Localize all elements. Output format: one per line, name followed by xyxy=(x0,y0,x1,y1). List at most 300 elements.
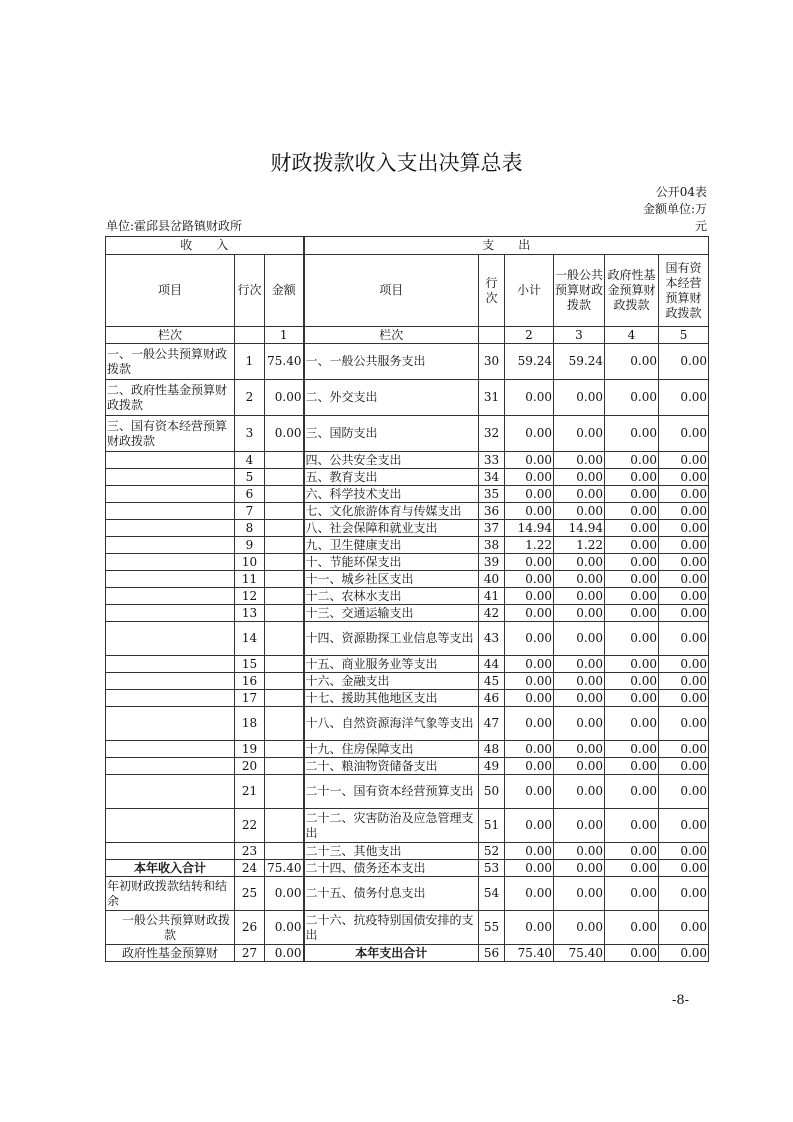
expense-item: 八、社会保障和就业支出 xyxy=(304,520,479,537)
table-row xyxy=(106,775,709,809)
income-row-no: 26 xyxy=(235,911,265,945)
income-item: 年初财政拨款结转和结余 xyxy=(106,877,235,911)
state-capital-value: 0.00 xyxy=(659,775,709,809)
fund-budget-value: 0.00 xyxy=(605,775,659,809)
income-amount xyxy=(265,503,304,520)
income-row-no: 1 xyxy=(235,344,265,380)
expense-row-no: 50 xyxy=(479,775,505,809)
subtotal-value: 0.00 xyxy=(505,877,554,911)
expense-row-no: 39 xyxy=(479,554,505,571)
general-budget-value: 59.24 xyxy=(554,344,605,380)
subtotal-value: 1.22 xyxy=(505,537,554,554)
expense-item: 二十六、抗疫特别国债安排的支出 xyxy=(304,911,479,945)
fund-budget-value: 0.00 xyxy=(605,945,659,962)
income-amount xyxy=(265,758,304,775)
subtotal-value: 0.00 xyxy=(505,809,554,843)
income-row-no: 4 xyxy=(235,452,265,469)
col-subtotal: 小计 xyxy=(505,255,554,327)
expense-item: 二十四、债务还本支出 xyxy=(304,860,479,877)
income-row-no: 12 xyxy=(235,588,265,605)
subtotal-value: 0.00 xyxy=(505,469,554,486)
fund-budget-value: 0.00 xyxy=(605,656,659,673)
income-item xyxy=(106,605,235,622)
subtotal-value: 59.24 xyxy=(505,344,554,380)
income-row-no: 18 xyxy=(235,707,265,741)
index-label-left: 栏次 xyxy=(106,327,235,344)
expense-row-no: 55 xyxy=(479,911,505,945)
income-amount xyxy=(265,605,304,622)
fund-budget-value: 0.00 xyxy=(605,416,659,452)
income-amount xyxy=(265,775,304,809)
income-amount xyxy=(265,690,304,707)
subtotal-value: 0.00 xyxy=(505,860,554,877)
expense-row-no: 38 xyxy=(479,537,505,554)
expense-item: 二十二、灾害防治及应急管理支出 xyxy=(304,809,479,843)
state-capital-value: 0.00 xyxy=(659,809,709,843)
income-row-no: 23 xyxy=(235,843,265,860)
state-capital-value: 0.00 xyxy=(659,588,709,605)
income-row-no: 27 xyxy=(235,945,265,962)
table-row xyxy=(106,588,709,605)
col-fund-budget: 政府性基金预算财政拨款 xyxy=(605,255,659,327)
income-row-no: 14 xyxy=(235,622,265,656)
income-item xyxy=(106,622,235,656)
expense-row-no: 34 xyxy=(479,469,505,486)
column-index-row xyxy=(106,327,709,344)
fund-budget-value: 0.00 xyxy=(605,380,659,416)
income-item xyxy=(106,537,235,554)
income-item xyxy=(106,741,235,758)
fund-budget-value: 0.00 xyxy=(605,588,659,605)
expense-row-no: 37 xyxy=(479,520,505,537)
state-capital-value: 0.00 xyxy=(659,690,709,707)
income-item xyxy=(106,843,235,860)
expense-row-no: 48 xyxy=(479,741,505,758)
subtotal-value: 75.40 xyxy=(505,945,554,962)
col-income-item: 项目 xyxy=(106,255,235,327)
fund-budget-value: 0.00 xyxy=(605,843,659,860)
general-budget-value: 0.00 xyxy=(554,469,605,486)
income-item xyxy=(106,554,235,571)
fund-budget-value: 0.00 xyxy=(605,809,659,843)
subtotal-value: 0.00 xyxy=(505,758,554,775)
general-budget-value: 0.00 xyxy=(554,554,605,571)
subtotal-value: 0.00 xyxy=(505,554,554,571)
col-income-amount: 金额 xyxy=(265,255,304,327)
amount-unit: 金额单位:万 xyxy=(642,202,707,216)
general-budget-value: 0.00 xyxy=(554,380,605,416)
index-general: 3 xyxy=(554,327,605,344)
income-item xyxy=(106,452,235,469)
expense-item: 本年支出合计 xyxy=(304,945,479,962)
expense-item: 十七、援助其他地区支出 xyxy=(304,690,479,707)
state-capital-value: 0.00 xyxy=(659,860,709,877)
state-capital-value: 0.00 xyxy=(659,758,709,775)
table-row xyxy=(106,656,709,673)
fund-budget-value: 0.00 xyxy=(605,554,659,571)
general-budget-value: 14.94 xyxy=(554,520,605,537)
reporting-unit: 单位:霍邱县岔路镇财政所 xyxy=(106,219,243,233)
income-row-no: 17 xyxy=(235,690,265,707)
subtotal-value: 0.00 xyxy=(505,656,554,673)
income-amount: 0.00 xyxy=(265,911,304,945)
income-amount xyxy=(265,809,304,843)
income-row-no: 3 xyxy=(235,416,265,452)
income-row-no: 6 xyxy=(235,486,265,503)
fund-budget-value: 0.00 xyxy=(605,571,659,588)
expense-item: 十三、交通运输支出 xyxy=(304,605,479,622)
fund-budget-value: 0.00 xyxy=(605,877,659,911)
expense-item: 十六、金融支出 xyxy=(304,673,479,690)
table-row xyxy=(106,344,709,380)
expense-item: 一、一般公共服务支出 xyxy=(304,344,479,380)
expense-item: 二十一、国有资本经营预算支出 xyxy=(304,775,479,809)
subtotal-value: 0.00 xyxy=(505,416,554,452)
general-budget-value: 0.00 xyxy=(554,877,605,911)
general-budget-value: 0.00 xyxy=(554,911,605,945)
fund-budget-value: 0.00 xyxy=(605,911,659,945)
income-amount xyxy=(265,554,304,571)
index-amount: 1 xyxy=(265,327,304,344)
col-expense-item: 项目 xyxy=(304,255,479,327)
expense-row-no: 46 xyxy=(479,690,505,707)
table-row xyxy=(106,690,709,707)
expense-item: 七、文化旅游体育与传媒支出 xyxy=(304,503,479,520)
table-row xyxy=(106,571,709,588)
income-amount: 0.00 xyxy=(265,877,304,911)
table-row xyxy=(106,622,709,656)
general-budget-value: 1.22 xyxy=(554,537,605,554)
income-row-no: 11 xyxy=(235,571,265,588)
table-row xyxy=(106,486,709,503)
income-item xyxy=(106,656,235,673)
table-row xyxy=(106,673,709,690)
income-item xyxy=(106,503,235,520)
state-capital-value: 0.00 xyxy=(659,877,709,911)
income-amount xyxy=(265,741,304,758)
subtotal-value: 0.00 xyxy=(505,503,554,520)
index-subtotal: 2 xyxy=(505,327,554,344)
table-row xyxy=(106,843,709,860)
fund-budget-value: 0.00 xyxy=(605,503,659,520)
income-amount xyxy=(265,486,304,503)
table-row xyxy=(106,809,709,843)
expense-row-no: 51 xyxy=(479,809,505,843)
fund-budget-value: 0.00 xyxy=(605,537,659,554)
subtotal-value: 0.00 xyxy=(505,605,554,622)
fund-budget-value: 0.00 xyxy=(605,673,659,690)
expense-item: 三、国防支出 xyxy=(304,416,479,452)
income-item xyxy=(106,707,235,741)
state-capital-value: 0.00 xyxy=(659,571,709,588)
state-capital-value: 0.00 xyxy=(659,486,709,503)
expense-row-no: 41 xyxy=(479,588,505,605)
col-expense-row-no: 行次 xyxy=(479,255,505,327)
general-budget-value: 75.40 xyxy=(554,945,605,962)
fund-budget-value: 0.00 xyxy=(605,690,659,707)
expense-item: 十八、自然资源海洋气象等支出 xyxy=(304,707,479,741)
expense-row-no: 56 xyxy=(479,945,505,962)
table-row xyxy=(106,554,709,571)
income-amount xyxy=(265,571,304,588)
index-empty xyxy=(235,327,265,344)
income-amount xyxy=(265,469,304,486)
subtotal-value: 0.00 xyxy=(505,843,554,860)
page-number: -8- xyxy=(672,993,690,1008)
income-row-no: 2 xyxy=(235,380,265,416)
form-code: 公开04表 xyxy=(655,185,707,199)
income-amount xyxy=(265,520,304,537)
income-header: 收 入 xyxy=(106,237,304,255)
state-capital-value: 0.00 xyxy=(659,741,709,758)
income-item xyxy=(106,758,235,775)
subtotal-value: 0.00 xyxy=(505,690,554,707)
general-budget-value: 0.00 xyxy=(554,486,605,503)
index-label-right: 栏次 xyxy=(304,327,479,344)
subtotal-value: 0.00 xyxy=(505,673,554,690)
state-capital-value: 0.00 xyxy=(659,843,709,860)
fund-budget-value: 0.00 xyxy=(605,605,659,622)
table-row xyxy=(106,537,709,554)
expense-item: 六、科学技术支出 xyxy=(304,486,479,503)
state-capital-value: 0.00 xyxy=(659,537,709,554)
state-capital-value: 0.00 xyxy=(659,520,709,537)
state-capital-value: 0.00 xyxy=(659,416,709,452)
expense-item: 二、外交支出 xyxy=(304,380,479,416)
expense-item: 五、教育支出 xyxy=(304,469,479,486)
state-capital-value: 0.00 xyxy=(659,380,709,416)
state-capital-value: 0.00 xyxy=(659,605,709,622)
general-budget-value: 0.00 xyxy=(554,809,605,843)
income-row-no: 20 xyxy=(235,758,265,775)
col-income-row-no: 行次 xyxy=(235,255,265,327)
expense-row-no: 52 xyxy=(479,843,505,860)
income-row-no: 7 xyxy=(235,503,265,520)
fund-budget-value: 0.00 xyxy=(605,469,659,486)
section-header-row xyxy=(106,237,709,255)
subtotal-value: 0.00 xyxy=(505,741,554,758)
expense-row-no: 31 xyxy=(479,380,505,416)
income-amount: 75.40 xyxy=(265,344,304,380)
index-empty xyxy=(479,327,505,344)
expense-item: 二十、粮油物资储备支出 xyxy=(304,758,479,775)
table-row xyxy=(106,860,709,877)
fund-budget-value: 0.00 xyxy=(605,452,659,469)
state-capital-value: 0.00 xyxy=(659,911,709,945)
income-item: 一、一般公共预算财政拨款 xyxy=(106,344,235,380)
income-amount xyxy=(265,588,304,605)
income-item: 二、政府性基金预算财政拨款 xyxy=(106,380,235,416)
income-item xyxy=(106,486,235,503)
expense-item: 十五、商业服务业等支出 xyxy=(304,656,479,673)
income-row-no: 9 xyxy=(235,537,265,554)
general-budget-value: 0.00 xyxy=(554,588,605,605)
income-row-no: 22 xyxy=(235,809,265,843)
general-budget-value: 0.00 xyxy=(554,656,605,673)
expense-item: 二十五、债务付息支出 xyxy=(304,877,479,911)
expense-row-no: 44 xyxy=(479,656,505,673)
expense-item: 九、卫生健康支出 xyxy=(304,537,479,554)
subtotal-value: 0.00 xyxy=(505,486,554,503)
income-item xyxy=(106,520,235,537)
subtotal-value: 0.00 xyxy=(505,588,554,605)
expense-item: 十二、农林水支出 xyxy=(304,588,479,605)
general-budget-value: 0.00 xyxy=(554,622,605,656)
fund-budget-value: 0.00 xyxy=(605,707,659,741)
state-capital-value: 0.00 xyxy=(659,452,709,469)
income-item xyxy=(106,469,235,486)
table-row xyxy=(106,911,709,945)
income-item: 三、国有资本经营预算财政拨款 xyxy=(106,416,235,452)
income-amount xyxy=(265,537,304,554)
general-budget-value: 0.00 xyxy=(554,758,605,775)
state-capital-value: 0.00 xyxy=(659,656,709,673)
subtotal-value: 0.00 xyxy=(505,452,554,469)
state-capital-value: 0.00 xyxy=(659,945,709,962)
income-amount xyxy=(265,452,304,469)
amount-unit-cont: 元 xyxy=(694,219,707,233)
income-row-no: 24 xyxy=(235,860,265,877)
income-amount: 75.40 xyxy=(265,860,304,877)
income-amount: 0.00 xyxy=(265,945,304,962)
table-row xyxy=(106,758,709,775)
expense-row-no: 33 xyxy=(479,452,505,469)
table-row xyxy=(106,503,709,520)
income-item: 本年收入合计 xyxy=(106,860,235,877)
income-item: 政府性基金预算财 xyxy=(106,945,235,962)
subtotal-value: 0.00 xyxy=(505,707,554,741)
expense-header: 支 出 xyxy=(304,237,709,255)
expense-row-no: 35 xyxy=(479,486,505,503)
fund-budget-value: 0.00 xyxy=(605,622,659,656)
income-row-no: 13 xyxy=(235,605,265,622)
subtotal-value: 0.00 xyxy=(505,775,554,809)
table-row xyxy=(106,452,709,469)
income-item xyxy=(106,809,235,843)
subtotal-value: 0.00 xyxy=(505,571,554,588)
expense-row-no: 49 xyxy=(479,758,505,775)
table-row xyxy=(106,741,709,758)
col-state-capital: 国有资本经营预算财政拨款 xyxy=(659,255,709,327)
expense-row-no: 40 xyxy=(479,571,505,588)
page-title: 财政拨款收入支出决算总表 xyxy=(270,151,523,175)
general-budget-value: 0.00 xyxy=(554,503,605,520)
subtotal-value: 0.00 xyxy=(505,911,554,945)
income-row-no: 21 xyxy=(235,775,265,809)
income-amount: 0.00 xyxy=(265,416,304,452)
fund-budget-value: 0.00 xyxy=(605,344,659,380)
income-item xyxy=(106,673,235,690)
column-header-row xyxy=(106,255,709,327)
col-general-budget: 一般公共预算财政拨款 xyxy=(554,255,605,327)
index-fund: 4 xyxy=(605,327,659,344)
index-state: 5 xyxy=(659,327,709,344)
expense-item: 二十三、其他支出 xyxy=(304,843,479,860)
expense-row-no: 43 xyxy=(479,622,505,656)
general-budget-value: 0.00 xyxy=(554,571,605,588)
fund-budget-value: 0.00 xyxy=(605,486,659,503)
table-row xyxy=(106,945,709,962)
table-row xyxy=(106,469,709,486)
income-amount xyxy=(265,673,304,690)
budget-table xyxy=(105,236,709,962)
fund-budget-value: 0.00 xyxy=(605,741,659,758)
expense-row-no: 32 xyxy=(479,416,505,452)
general-budget-value: 0.00 xyxy=(554,416,605,452)
income-amount xyxy=(265,656,304,673)
table-row xyxy=(106,380,709,416)
general-budget-value: 0.00 xyxy=(554,690,605,707)
state-capital-value: 0.00 xyxy=(659,554,709,571)
fund-budget-value: 0.00 xyxy=(605,520,659,537)
expense-row-no: 47 xyxy=(479,707,505,741)
expense-item: 四、公共安全支出 xyxy=(304,452,479,469)
income-amount xyxy=(265,843,304,860)
expense-row-no: 42 xyxy=(479,605,505,622)
income-row-no: 19 xyxy=(235,741,265,758)
general-budget-value: 0.00 xyxy=(554,673,605,690)
income-item xyxy=(106,571,235,588)
general-budget-value: 0.00 xyxy=(554,843,605,860)
expense-item: 十、节能环保支出 xyxy=(304,554,479,571)
state-capital-value: 0.00 xyxy=(659,673,709,690)
general-budget-value: 0.00 xyxy=(554,452,605,469)
income-row-no: 8 xyxy=(235,520,265,537)
expense-item: 十九、住房保障支出 xyxy=(304,741,479,758)
general-budget-value: 0.00 xyxy=(554,605,605,622)
income-row-no: 25 xyxy=(235,877,265,911)
subtotal-value: 0.00 xyxy=(505,380,554,416)
income-amount xyxy=(265,622,304,656)
state-capital-value: 0.00 xyxy=(659,503,709,520)
expense-row-no: 45 xyxy=(479,673,505,690)
income-row-no: 10 xyxy=(235,554,265,571)
expense-row-no: 36 xyxy=(479,503,505,520)
general-budget-value: 0.00 xyxy=(554,707,605,741)
general-budget-value: 0.00 xyxy=(554,741,605,758)
table-row xyxy=(106,520,709,537)
income-item xyxy=(106,690,235,707)
income-row-no: 16 xyxy=(235,673,265,690)
general-budget-value: 0.00 xyxy=(554,775,605,809)
expense-row-no: 30 xyxy=(479,344,505,380)
subtotal-value: 14.94 xyxy=(505,520,554,537)
state-capital-value: 0.00 xyxy=(659,344,709,380)
income-amount: 0.00 xyxy=(265,380,304,416)
table-row xyxy=(106,877,709,911)
income-item xyxy=(106,588,235,605)
table-row xyxy=(106,605,709,622)
expense-row-no: 54 xyxy=(479,877,505,911)
table-row xyxy=(106,416,709,452)
expense-row-no: 53 xyxy=(479,860,505,877)
fund-budget-value: 0.00 xyxy=(605,860,659,877)
state-capital-value: 0.00 xyxy=(659,469,709,486)
fund-budget-value: 0.00 xyxy=(605,758,659,775)
income-amount xyxy=(265,707,304,741)
income-row-no: 5 xyxy=(235,469,265,486)
expense-item: 十一、城乡社区支出 xyxy=(304,571,479,588)
income-item xyxy=(106,775,235,809)
state-capital-value: 0.00 xyxy=(659,707,709,741)
state-capital-value: 0.00 xyxy=(659,622,709,656)
subtotal-value: 0.00 xyxy=(505,622,554,656)
expense-item: 十四、资源勘探工业信息等支出 xyxy=(304,622,479,656)
table-row xyxy=(106,707,709,741)
income-row-no: 15 xyxy=(235,656,265,673)
income-item: 一般公共预算财政拨款 xyxy=(106,911,235,945)
general-budget-value: 0.00 xyxy=(554,860,605,877)
